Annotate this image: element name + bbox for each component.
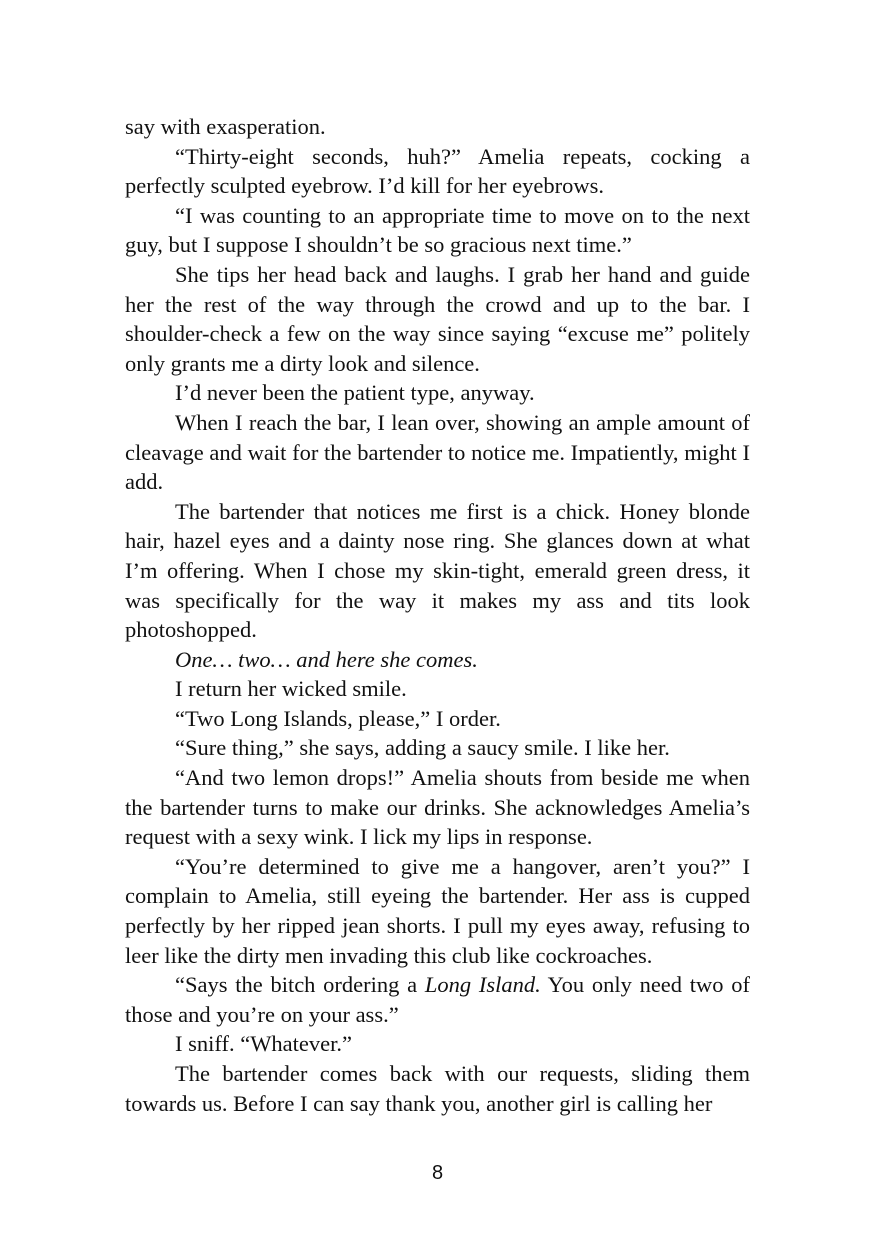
paragraph: [125, 704, 750, 734]
paragraph: [125, 112, 750, 142]
text-segment: “Sure thing,” she says, adding a saucy smile. I like her.: [175, 735, 670, 761]
paragraph: [125, 763, 750, 852]
text-segment: I sniff. “Whatever.”: [175, 1031, 353, 1057]
page-number: 8: [431, 1162, 444, 1184]
text-segment: She tips her head back and laughs. I grab her hand and guide her the rest of the way through the crowd and up to the bar. I shoulder-check a few on the way since saying “excuse me” politely only grants me a dirty look and silence.: [125, 261, 750, 376]
text-segment: The bartender comes back with our requests, sliding them towards us. Before I can say thank you, another girl is calling her: [125, 1061, 750, 1116]
text-segment: I return her wicked smile.: [175, 676, 407, 702]
text-segment: “Two Long Islands, please,” I order.: [175, 705, 501, 731]
text-segment: When I reach the bar, I lean over, showing an ample amount of cleavage and wait for the bartender to notice me. Impatiently, might I add.: [125, 409, 750, 495]
paragraph: [125, 1059, 750, 1118]
paragraph: [125, 497, 750, 645]
paragraph: [125, 201, 750, 260]
paragraph: [125, 142, 750, 201]
text-segment: “Thirty-eight seconds, huh?” Amelia repeats, cocking a perfectly sculpted eyebrow. I’d kill for her eyebrows.: [125, 143, 750, 199]
paragraph: [125, 970, 750, 1029]
paragraph: [125, 378, 750, 408]
paragraph: [125, 852, 750, 970]
paragraph: [125, 733, 750, 763]
paragraph: [125, 408, 750, 497]
italic-text: Long Island.: [424, 972, 541, 998]
paragraph: [125, 645, 750, 675]
text-segment: I’d never been the patient type, anyway.: [175, 380, 535, 406]
text-segment: say with exasperation.: [125, 114, 326, 139]
paragraph: [125, 1029, 750, 1059]
text-segment: “And two lemon drops!” Amelia shouts from beside me when the bartender turns to make our drinks. She acknowledges Amelia’s request with a sexy wink. I lick my lips in response.: [125, 765, 750, 850]
text-segment: “Says the bitch ordering a: [175, 972, 425, 998]
page-body: [125, 112, 750, 1118]
text-segment: “I was counting to an appropriate time to move on to the next guy, but I suppose I shouldn’t be so gracious next time.”: [125, 202, 750, 258]
italic-text: One… two… and here she comes.: [175, 646, 478, 672]
text-segment: The bartender that notices me first is a chick. Honey blonde hair, hazel eyes and a dainty nose ring. She glances down at what I’m offering. When I chose my skin-tight, emerald green dress, it was specifically for the way it makes my ass and tits look photoshopped.: [125, 498, 750, 643]
paragraph: [125, 674, 750, 704]
text-segment: You only need two of those and you’re on your ass.”: [125, 972, 750, 1027]
paragraph: [125, 260, 750, 378]
text-segment: “You’re determined to give me a hangover, aren’t you?” I complain to Amelia, still eyeing the bartender. Her ass is cupped perfectly by her ripped jean shorts. I pull my eyes away, refusing to leer like the dirty men invading this club like cockroaches.: [125, 853, 750, 968]
